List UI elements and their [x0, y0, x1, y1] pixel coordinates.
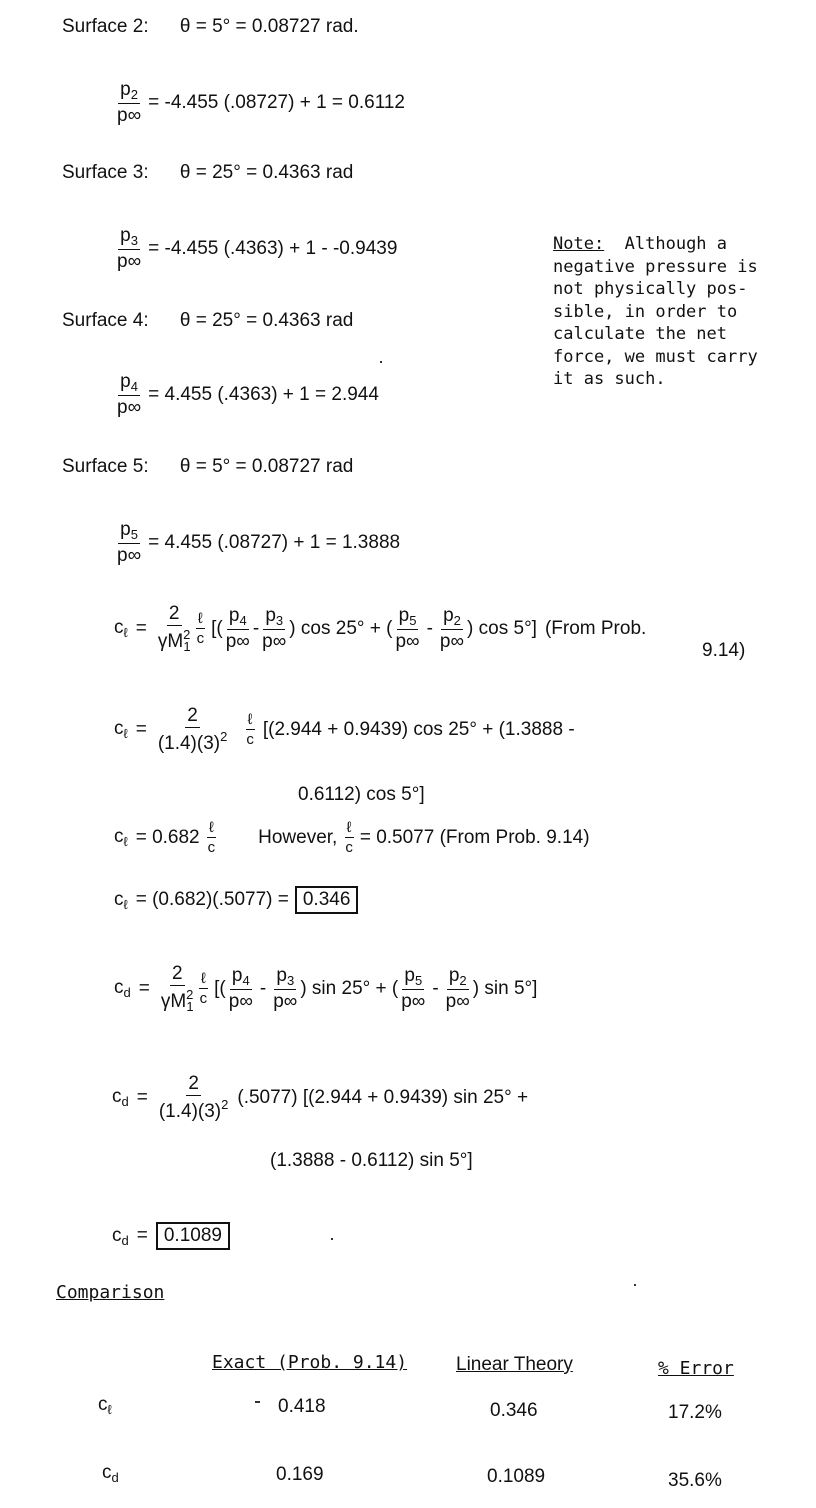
- l-over-c: $\frac{\text{ℓ}}{c}$: [196, 610, 205, 647]
- l-over-c: $\frac{\text{ℓ}}{c}$: [345, 819, 353, 856]
- ratio-p2: $\frac{p_2}{p\infty}$: [439, 605, 465, 652]
- minus-sign: -: [432, 977, 439, 999]
- cell-exact-cd: 0.169: [276, 1464, 324, 1485]
- lift-final: [114, 886, 358, 914]
- surface-label: Surface 3:: [62, 162, 149, 183]
- source-ref: (From Prob.: [544, 617, 647, 639]
- side-note: [553, 233, 758, 391]
- surface-3-equation: [114, 226, 397, 271]
- drag-substitution-cont: (1.3888 - 0.6112) sin 5°]: [270, 1150, 473, 1171]
- equation-rhs: = -4.455 (.08727) + 1 = 0.6112: [148, 91, 405, 113]
- ratio-p3: $\frac{p_3}{p\infty}$: [273, 965, 298, 1012]
- surface-theta: θ = 5° = 0.08727 rad: [179, 456, 354, 477]
- pressure-ratio: $\frac{p_2}{p\infty}$: [117, 79, 142, 126]
- lift-result-value: = 0.682: [135, 826, 200, 848]
- lift-symbol: $c_\ell$: [114, 617, 128, 640]
- lift-answer-box: 0.346: [295, 886, 359, 914]
- surface-4-equation: [114, 372, 379, 417]
- cell-linear-cd: 0.1089: [487, 1466, 546, 1487]
- comparison-heading: Comparison: [56, 1282, 165, 1303]
- drag-symbol: $c_d$: [112, 1224, 129, 1248]
- equals-sign: =: [136, 1086, 148, 1108]
- ratio-p5: $\frac{p_5}{p\infty}$: [395, 605, 420, 652]
- drag-symbol: $c_d$: [114, 977, 131, 1000]
- lift-symbol: $c_\ell$: [114, 888, 128, 912]
- equals-sign: =: [136, 1225, 148, 1246]
- cos-25-term: ) cos 25° + (: [289, 617, 393, 639]
- surface-theta: θ = 25° = 0.4363 rad: [179, 310, 354, 331]
- surface-4-label: [62, 310, 353, 332]
- ratio-p3: $\frac{p_3}{p\infty}$: [262, 605, 287, 652]
- sin-5-term: ) sin 5°]: [472, 977, 538, 999]
- two-over-gamma-m: $\frac{2}{\gamma M^2_1}$: [160, 963, 194, 1014]
- col-header-error: % Error: [658, 1358, 734, 1379]
- pressure-ratio: $\frac{p_4}{p\infty}$: [117, 371, 142, 418]
- drag-substitution-text: (.5077) [(2.944 + 0.9439) sin 25° +: [237, 1086, 529, 1108]
- lc-value-text: = 0.5077 (From Prob. 9.14): [359, 826, 590, 848]
- note-title: Note:: [553, 234, 605, 254]
- col-header-exact: Exact (Prob. 9.14): [212, 1352, 408, 1373]
- minus-sign: -: [259, 977, 267, 999]
- drag-answer-box: 0.1089: [156, 1222, 230, 1250]
- cos-5-term: ) cos 5°]: [467, 617, 537, 639]
- row-label-cd: $c_d$: [102, 1462, 119, 1485]
- cell-error-cd: 35.6%: [668, 1470, 722, 1491]
- drag-substitution: [112, 1074, 528, 1121]
- note-text: Although a negative pressure is not physically pos- sible, in order to calculate the net force, we must carry it as such.: [553, 234, 758, 389]
- bracket-open: [(: [211, 617, 223, 639]
- equation-rhs: = 4.455 (.08727) + 1 = 1.3888: [148, 531, 401, 553]
- scan-dot: [634, 1284, 636, 1286]
- pressure-ratio: $\frac{p_3}{p\infty}$: [117, 225, 142, 272]
- ratio-p2: $\frac{p_2}{p\infty}$: [445, 965, 470, 1012]
- l-over-c: $\frac{\text{ℓ}}{c}$: [199, 970, 208, 1007]
- scan-dot: [331, 1238, 333, 1240]
- l-over-c: $\frac{\text{ℓ}}{c}$: [207, 819, 216, 856]
- minus-sign: -: [426, 617, 433, 639]
- lift-substitution-cont: 0.6112) cos 5°]: [298, 784, 425, 805]
- surface-label: Surface 5:: [62, 456, 149, 477]
- ratio-p4: $\frac{p_4}{p\infty}$: [225, 605, 250, 652]
- equation-rhs: = -4.455 (.4363) + 1 - -0.9439: [148, 237, 398, 259]
- drag-symbol: $c_d$: [112, 1086, 129, 1109]
- lift-substitution: [114, 706, 575, 753]
- equals-sign: =: [138, 977, 150, 999]
- scan-dot: [380, 361, 382, 363]
- surface-5-equation: [114, 520, 400, 565]
- l-over-c: $\frac{\text{ℓ}}{c}$: [246, 711, 254, 748]
- surface-2-label: [62, 16, 359, 38]
- surface-5-label: [62, 456, 353, 478]
- lift-result-1: [114, 820, 590, 855]
- lift-source-cont: 9.14): [702, 640, 746, 661]
- cell-linear-cl: 0.346: [490, 1400, 538, 1421]
- lift-symbol: $c_\ell$: [114, 718, 128, 741]
- surface-2-equation: [114, 80, 405, 125]
- drag-formula: [114, 964, 537, 1013]
- surface-theta: θ = 25° = 0.4363 rad: [179, 162, 354, 183]
- lift-substitution-text: [(2.944 + 0.9439) cos 25° + (1.3888 -: [262, 718, 575, 740]
- lift-final-eq: = (0.682)(.5077) =: [135, 889, 289, 910]
- two-over-gamma-m: $\frac{2}{\gamma M^2_1}$: [157, 603, 191, 654]
- surface-theta: θ = 5° = 0.08727 rad.: [179, 16, 359, 37]
- lift-symbol: $c_\ell$: [114, 826, 128, 849]
- ratio-p4: $\frac{p_4}{p\infty}$: [228, 965, 253, 1012]
- equals-sign: =: [135, 718, 147, 740]
- sin-25-term: ) sin 25° + (: [300, 977, 399, 999]
- col-header-linear: Linear Theory: [456, 1354, 573, 1375]
- row-label-cl: $c_\ell$: [98, 1394, 112, 1417]
- minus-sign: -: [252, 617, 260, 639]
- scan-dot: [255, 1401, 260, 1403]
- lift-formula: [114, 604, 646, 653]
- equation-rhs: = 4.455 (.4363) + 1 = 2.944: [148, 383, 379, 405]
- two-over-denominator: $\frac{2}{(1.4)(3)^2}$: [157, 705, 228, 754]
- equals-sign: =: [135, 617, 147, 639]
- drag-final: [112, 1222, 230, 1250]
- cell-error-cl: 17.2%: [668, 1402, 722, 1423]
- however-text: However,: [258, 826, 338, 848]
- cell-exact-cl: 0.418: [278, 1396, 326, 1417]
- two-over-denominator: $\frac{2}{(1.4)(3)^2}$: [158, 1073, 229, 1122]
- bracket-open: [(: [214, 977, 226, 999]
- pressure-ratio: $\frac{p_5}{p\infty}$: [117, 519, 142, 566]
- surface-3-label: [62, 162, 353, 184]
- ratio-p5: $\frac{p_5}{p\infty}$: [401, 965, 426, 1012]
- surface-label: Surface 2:: [62, 16, 149, 37]
- surface-label: Surface 4:: [62, 310, 149, 331]
